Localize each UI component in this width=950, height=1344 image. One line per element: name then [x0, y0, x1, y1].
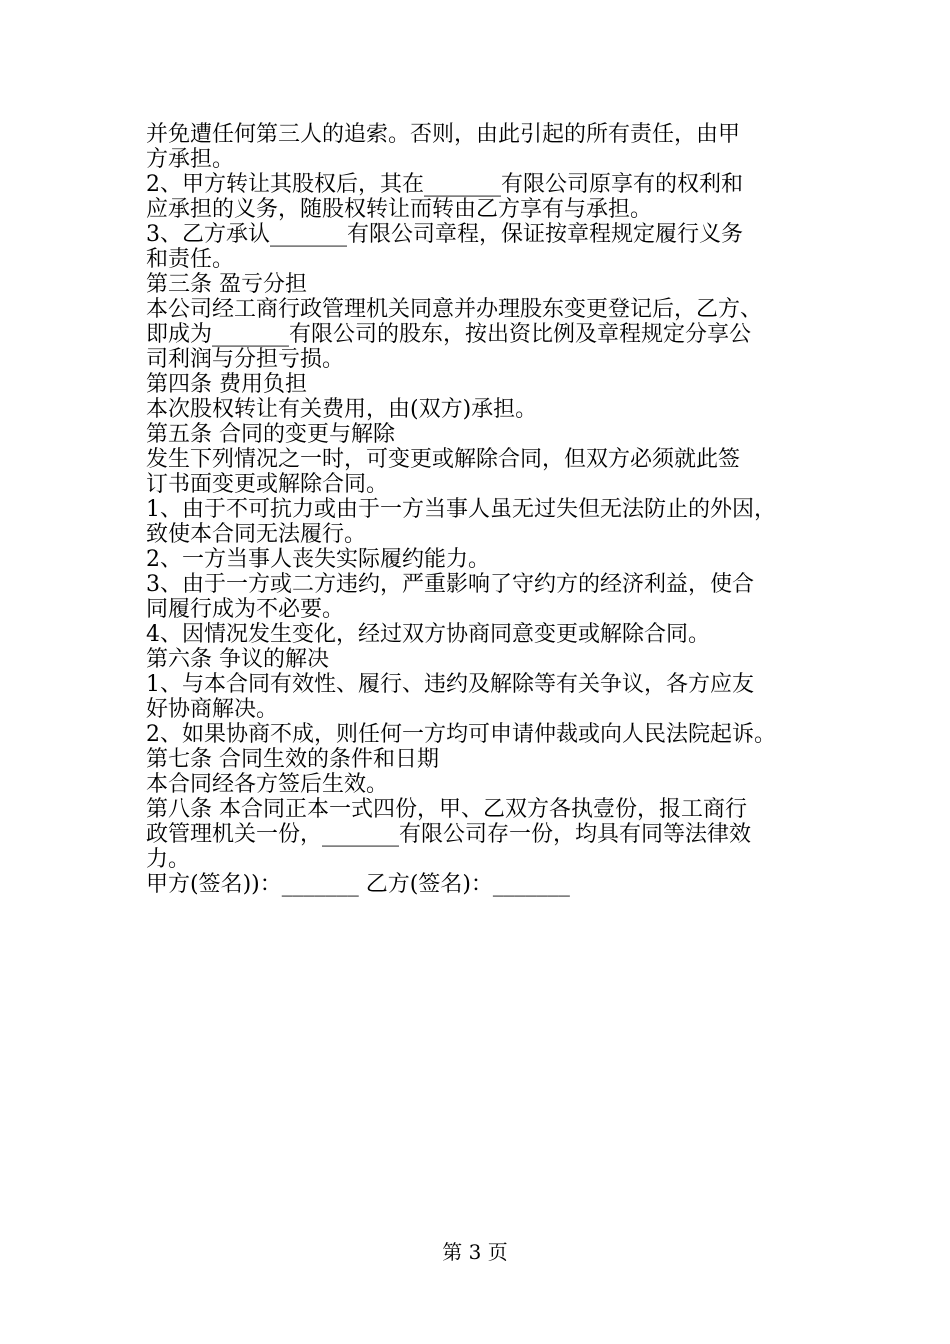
- text-line: 2、一方当事人丧失实际履约能力。: [146, 547, 490, 572]
- text-line: 1、由于不可抗力或由于一方当事人虽无过失但无法防止的外因，: [146, 497, 776, 522]
- text-line: 好协商解决。: [146, 697, 279, 722]
- text-line: 发生下列情况之一时，可变更或解除合同，但双方必须就此签: [146, 447, 741, 472]
- text-line: 方承担。: [146, 147, 235, 172]
- text-line: 3、由于一方或二方违约，严重影响了守约方的经济利益，使合: [146, 572, 754, 597]
- text-line: 并免遭任何第三人的追索。否则，由此引起的所有责任，由甲: [146, 122, 741, 147]
- text-line: 本公司经工商行政管理机关同意并办理股东变更登记后，乙方、: [146, 297, 763, 322]
- text-line: 订书面变更或解除合同。: [146, 472, 389, 497]
- contract-body: [146, 122, 826, 897]
- text-line: 和责任。: [146, 247, 235, 272]
- text-line: 本次股权转让有关费用，由(双方)承担。: [146, 397, 538, 422]
- text-line: 致使本合同无法履行。: [146, 522, 367, 547]
- page-number: 第 3 页: [442, 1240, 508, 1264]
- text-line: 即成为_______有限公司的股东，按出资比例及章程规定分享公: [146, 322, 752, 347]
- text-line: 同履行成为不必要。: [146, 597, 345, 622]
- text-line: 2、甲方转让其股权后，其在_______有限公司原享有的权利和: [146, 172, 743, 197]
- text-line: 司利润与分担亏损。: [146, 347, 345, 372]
- text-line: 应承担的义务，随股权转让而转由乙方享有与承担。: [146, 197, 653, 222]
- text-line: 1、与本合同有效性、履行、违约及解除等有关争议，各方应友: [146, 672, 754, 697]
- section-heading: 第三条 盈亏分担: [146, 272, 307, 297]
- section-heading: 第七条 合同生效的条件和日期: [146, 747, 439, 772]
- text-line: 力。: [146, 847, 191, 872]
- signature-line: 甲方(签名))：_______ 乙方(签名)：_______: [146, 872, 570, 897]
- section-heading: 第四条 费用负担: [146, 372, 307, 397]
- text-line: 本合同经各方签后生效。: [146, 772, 389, 797]
- text-line: 2、如果协商不成，则任何一方均可申请仲裁或向人民法院起诉。: [146, 722, 776, 747]
- text-line: 4、因情况发生变化，经过双方协商同意变更或解除合同。: [146, 622, 710, 647]
- section-heading: 第五条 合同的变更与解除: [146, 422, 395, 447]
- section-heading: 第八条 本合同正本一式四份，甲、乙双方各执壹份，报工商行: [146, 797, 747, 822]
- section-heading: 第六条 争议的解决: [146, 647, 329, 672]
- text-line: 政管理机关一份，_______有限公司存一份，均具有同等法律效: [146, 822, 752, 847]
- text-line: 3、乙方承认_______有限公司章程，保证按章程规定履行义务: [146, 222, 743, 247]
